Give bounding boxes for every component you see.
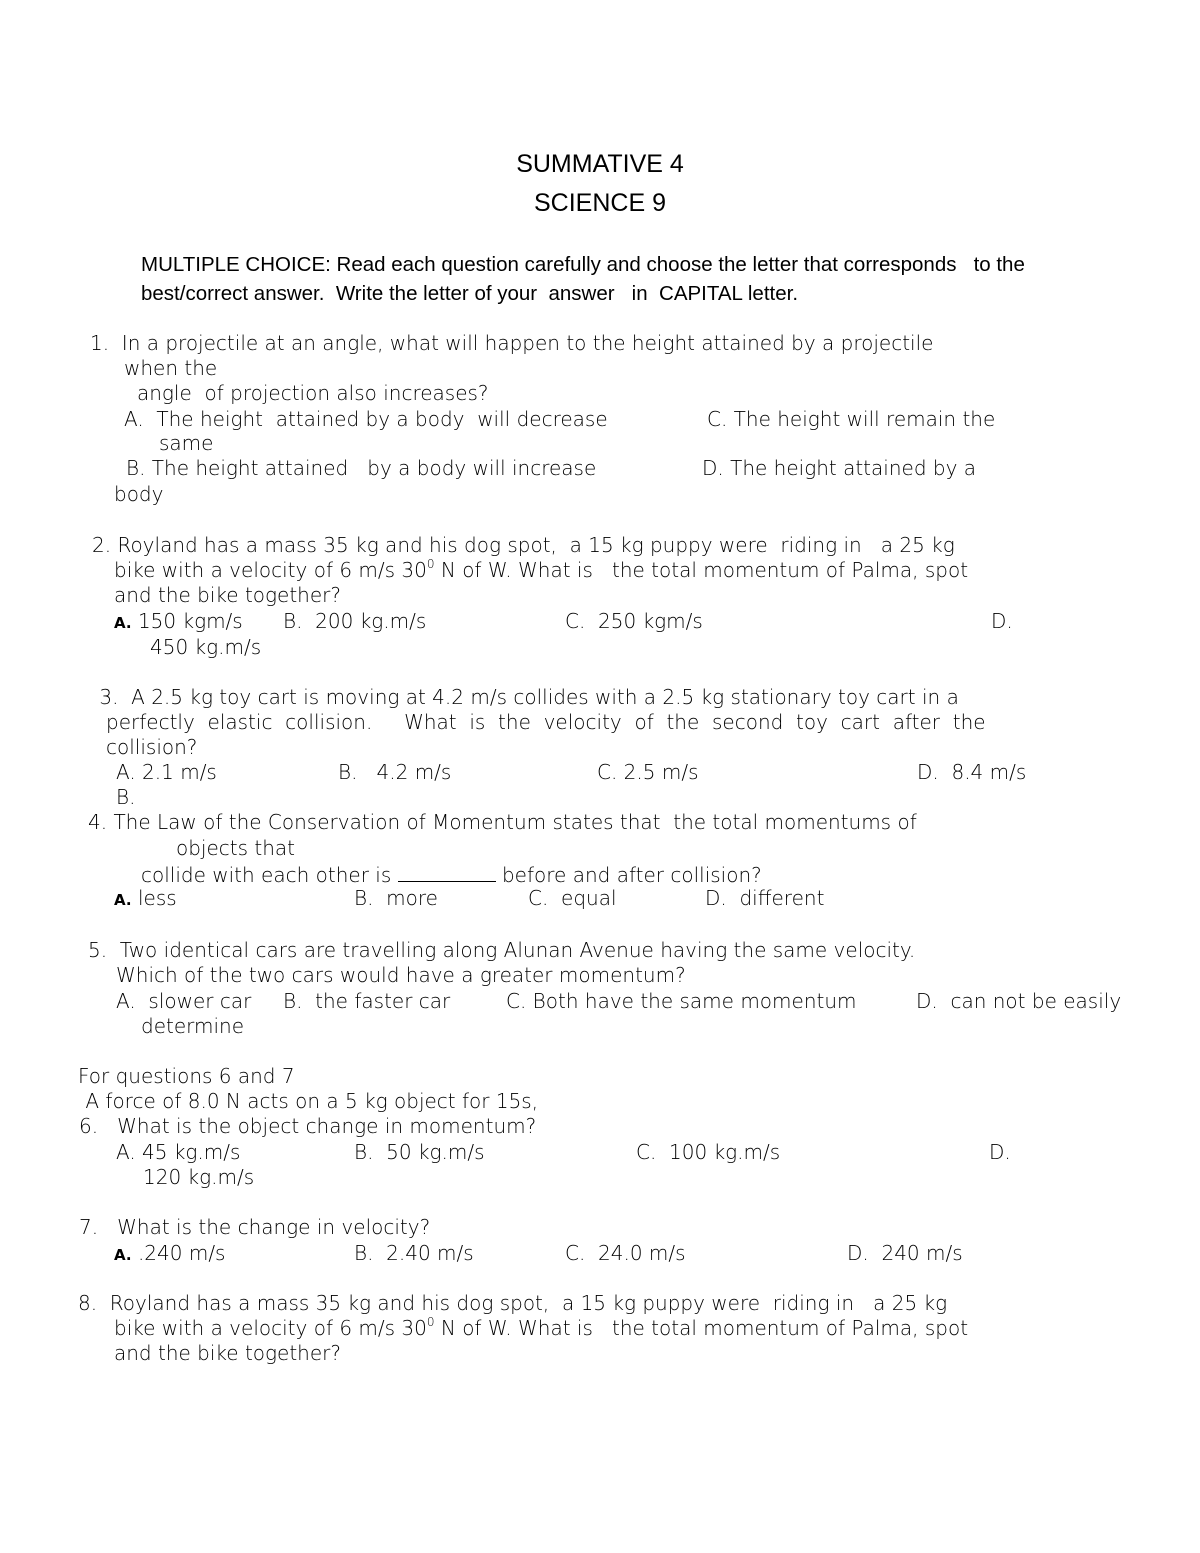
q5-stem-line-1: 5. Two identical cars are travelling along Alunan Avenue having the same velocity.	[88, 938, 916, 962]
q1-option-d: D. The height attained by a	[702, 456, 977, 480]
q1-stem-line-3: angle of projection also increases?	[137, 381, 489, 405]
q7-option-d: D. 240 m/s	[847, 1241, 963, 1265]
q1-option-a: A. The height attained by a body will decrease	[124, 407, 608, 431]
q2-stem-line-3: and the bike together?	[114, 583, 341, 607]
q4-stem-line-2: objects that	[176, 836, 296, 860]
q2-stem-line-1: 2. Royland has a mass 35 kg and his dog spot, a 15 kg puppy were riding in a 25 kg	[92, 533, 955, 557]
q3-option-a: A. 2.1 m/s	[116, 760, 217, 784]
q1-stem-line-1: 1. In a projectile at an angle, what will happen to the height attained by a projectile	[90, 331, 934, 355]
q6-option-a: A. 45 kg.m/s	[116, 1140, 241, 1164]
page-title: SUMMATIVE 4	[516, 150, 684, 178]
q1-stem-line-2: when the	[124, 356, 218, 380]
q8-stem-line-1: 8. Royland has a mass 35 kg and his dog spot, a 15 kg puppy were riding in a 25 kg	[78, 1291, 948, 1315]
q5-option-d: D. can not be easily	[916, 989, 1122, 1013]
q4-option-b: B. more	[354, 886, 438, 910]
q7-option-a: A. .240 m/s	[114, 1241, 226, 1265]
q67-intro-line-2: A force of 8.0 N acts on a 5 kg object for 15s,	[79, 1089, 539, 1113]
q5-option-d-cont: determine	[141, 1014, 245, 1038]
instructions-line-1: MULTIPLE CHOICE: Read each question carefully and choose the letter that corresponds to the	[141, 253, 1025, 276]
q7-option-b: B. 2.40 m/s	[354, 1241, 474, 1265]
q2-option-d: D.	[991, 609, 1013, 633]
q5-option-a: A. slower car	[116, 989, 252, 1013]
q4-option-d: D. different	[705, 886, 825, 910]
q6-option-d-cont: 120 kg.m/s	[143, 1165, 255, 1189]
q2-option-d-cont: 450 kg.m/s	[150, 635, 262, 659]
q5-option-c: C. Both have the same momentum	[506, 989, 857, 1013]
q7-option-c: C. 24.0 m/s	[565, 1241, 686, 1265]
q6-stem: 6. What is the object change in momentum?	[79, 1114, 537, 1138]
q5-option-b: B. the faster car	[283, 989, 451, 1013]
q5-stem-line-2: Which of the two cars would have a greater momentum?	[116, 963, 686, 987]
q3-stem-line-2: perfectly elastic collision. What is the velocity of the second toy cart after the	[106, 710, 986, 734]
page-subtitle: SCIENCE 9	[534, 189, 666, 217]
q1-option-d-cont: body	[114, 482, 164, 506]
q1-option-c: C. The height will remain the	[707, 407, 996, 431]
q6-option-c: C. 100 kg.m/s	[636, 1140, 781, 1164]
q3-option-d: D. 8.4 m/s	[917, 760, 1027, 784]
q8-stem-line-3: and the bike together?	[114, 1341, 341, 1365]
q67-intro-line-1: For questions 6 and 7	[78, 1064, 295, 1088]
q2-stem-line-2: bike with a velocity of 6 m/s $30^0$ N of W. What is the total momentum of Palma, spot	[114, 557, 969, 582]
q4-option-c: C. equal	[528, 886, 617, 910]
q3-stem-line-3: collision?	[106, 735, 198, 759]
q7-stem: 7. What is the change in velocity?	[79, 1215, 431, 1239]
q8-stem-line-2: bike with a velocity of 6 m/s $30^0$ N of W. What is the total momentum of Palma, spot	[114, 1315, 969, 1340]
answer-blank	[398, 863, 496, 882]
q2-option-a: A. 150 kgm/s	[114, 609, 243, 633]
q6-option-d: D.	[989, 1140, 1011, 1164]
q4-option-a: A. less	[114, 886, 177, 910]
q1-option-b: B. The height attained by a body will increase	[126, 456, 597, 480]
q4-stem-line-1: 4. The Law of the Conservation of Momentum states that the total momentums of	[88, 810, 917, 834]
q6-option-b: B. 50 kg.m/s	[354, 1140, 485, 1164]
q2-option-b: B. 200 kg.m/s	[283, 609, 427, 633]
q3-option-c: C. 2.5 m/s	[597, 760, 699, 784]
q1-option-c-cont: same	[159, 431, 214, 455]
q3-option-b: B. 4.2 m/s	[338, 760, 452, 784]
q2-option-c: C. 250 kgm/s	[565, 609, 703, 633]
q4-stem-line-3: collide with each other is before and after collision?	[141, 863, 762, 887]
q3-stray-letter: B.	[116, 785, 136, 809]
instructions-line-2: best/correct answer. Write the letter of your answer in CAPITAL letter.	[141, 282, 799, 305]
q3-stem-line-1: 3. A 2.5 kg toy cart is moving at 4.2 m/s collides with a 2.5 kg stationary toy cart in a	[93, 685, 959, 709]
